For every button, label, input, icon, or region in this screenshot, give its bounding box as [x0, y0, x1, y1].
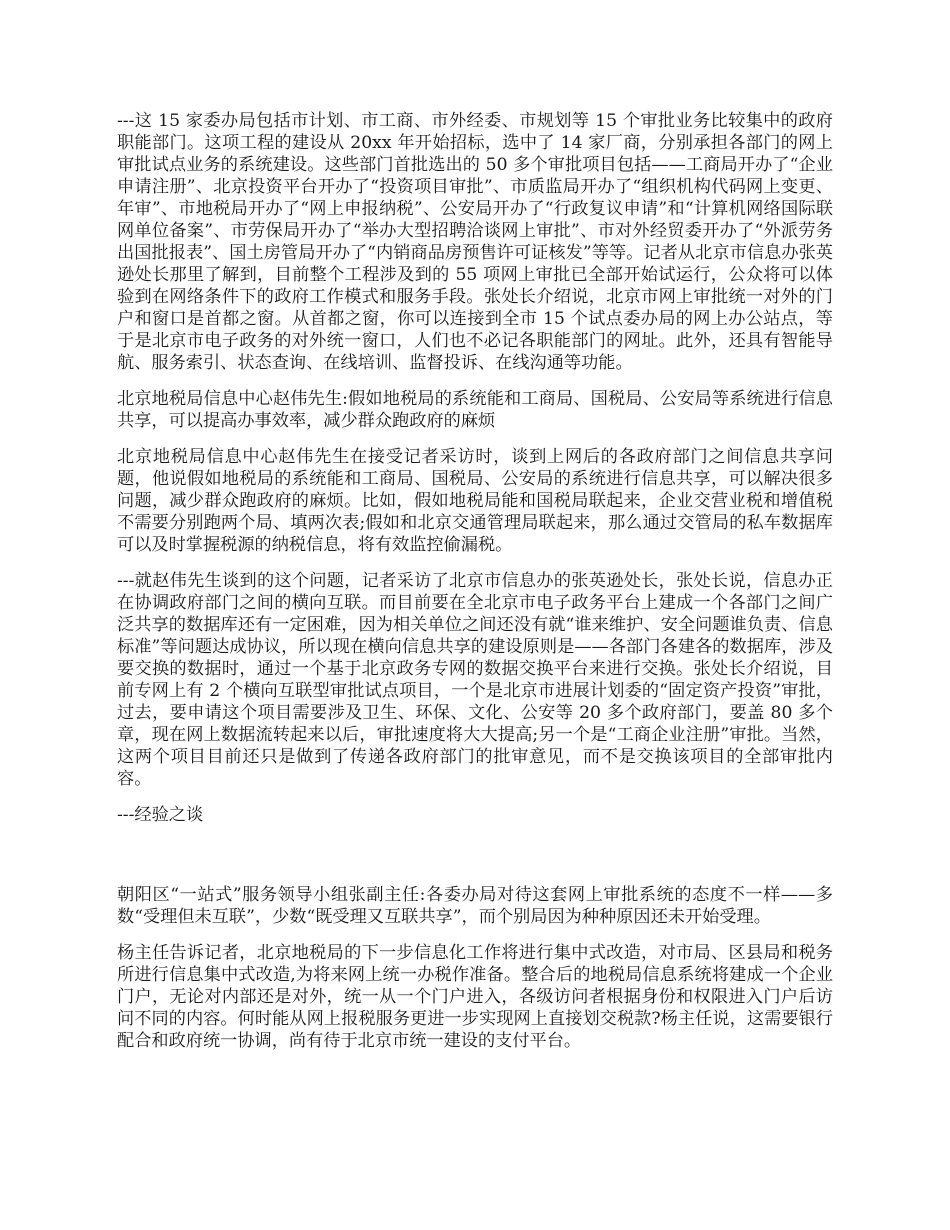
- paragraph-chaoyang-heading: 朝阳区“一站式”服务领导小组张副主任:各委办局对待这套网上审批系统的态度不一样——多数“受理但未互联”，少数“既受理又互联共享”，而个别局因为种种原因还未开始受理。: [117, 885, 833, 927]
- blank-spacer: [117, 840, 833, 884]
- paragraph-project-overview: ---这 15 家委办局包括市计划、市工商、市外经委、市规划等 15 个审批业务比较集中的政府职能部门。这项工程的建设从 20xx 年开始招标，选中了 14 家厂商，分别承担各部门的网上审批试点业务的系统建设。这些部门首批选出的 50 多个审批项目包括——工商局开办了“企业申请注册”、北京投资平台开办了“投资项目审批”、市质监局开办了“组织机构代码网上变更、年审”、市地税局开办了“网上申报纳税”、公安局开办了“行政复议申请”和“计算机网络国际联网单位备案”、市劳保局开办了“举办大型招聘洽谈网上审批”、市对外经贸委开办了“外派劳务出国批报表”、国土房管局开办了“内销商品房预售许可证核发”等等。记者从北京市信息办张英逊处长那里了解到，目前整个工程涉及到的 55 项网上审批已全部开始试运行，公众将可以体验到在网络条件下的政府工作模式和服务手段。张处长介绍说，北京市网上审批统一对外的门户和窗口是首都之窗。从首都之窗，你可以连接到全市 15 个试点委办局的网上办公站点，等于是北京市电子政务的对外统一窗口，人们也不必记各职能部门的网址。此外，还具有智能导航、服务索引、状态查询、在线培训、监督投诉、在线沟通等功能。: [117, 111, 833, 373]
- paragraph-zhang-response: ---就赵伟先生谈到的这个问题，记者采访了北京市信息办的张英逊处长，张处长说，信息办正在协调政府部门之间的横向互联。而目前要在全北京市电子政务平台上建成一个各部门之间广泛共享的数据库还有一定困难，因为相关单位之间还没有就“谁来维护、安全问题谁负责、信息标准”等问题达成协议，所以现在横向信息共享的建设原则是——各部门各建各的数据库，涉及要交换的数据时，通过一个基于北京政务专网的数据交换平台来进行交换。张处长介绍说，目前专网上有 2 个横向互联型审批试点项目，一个是北京市进展计划委的“固定资产投资”审批，过去，要申请这个项目需要涉及卫生、环保、文化、公安等 20 多个政府部门，要盖 80 多个章，现在网上数据流转起来以后，审批速度将大大提高;另一个是“工商企业注册”审批。当然，这两个项目目前还只是做到了传递各政府部门的批审意见，而不是交换该项目的全部审批内容。: [117, 571, 833, 789]
- paragraph-director-yang: 杨主任告诉记者，北京地税局的下一步信息化工作将进行集中式改造，对市局、区县局和税务所进行信息集中式改造,为将来网上统一办税作准备。整合后的地税局信息系统将建成一个企业门户，无论对内部还是对外，统一从一个门户进入，各级访问者根据身份和权限进入门户后访问不同的内容。何时能从网上报税服务更进一步实现网上直接划交税款?杨主任说，这需要银行配合和政府统一协调，尚有待于北京市统一建设的支付平台。: [117, 943, 833, 1051]
- paragraph-zhao-wei-heading: 北京地税局信息中心赵伟先生:假如地税局的系统能和工商局、国税局、公安局等系统进行信息共享，可以提高办事效率，减少群众跑政府的麻烦: [117, 389, 833, 431]
- section-heading-experience: ---经验之谈: [117, 805, 204, 825]
- paragraph-zhao-wei-interview: 北京地税局信息中心赵伟先生在接受记者采访时，谈到上网后的各政府部门之间信息共享问题，他说假如地税局的系统能和工商局、国税局、公安局的系统进行信息共享，可以解决很多问题，减少群众跑政府的麻烦。比如，假如地税局能和国税局联起来，企业交营业税和增值税不需要分别跑两个局、填两次表;假如和北京交通管理局联起来，那么通过交管局的私车数据库可以及时掌握税源的纳税信息，将有效监控偷漏税。: [117, 447, 833, 555]
- document-body: [117, 110, 833, 1066]
